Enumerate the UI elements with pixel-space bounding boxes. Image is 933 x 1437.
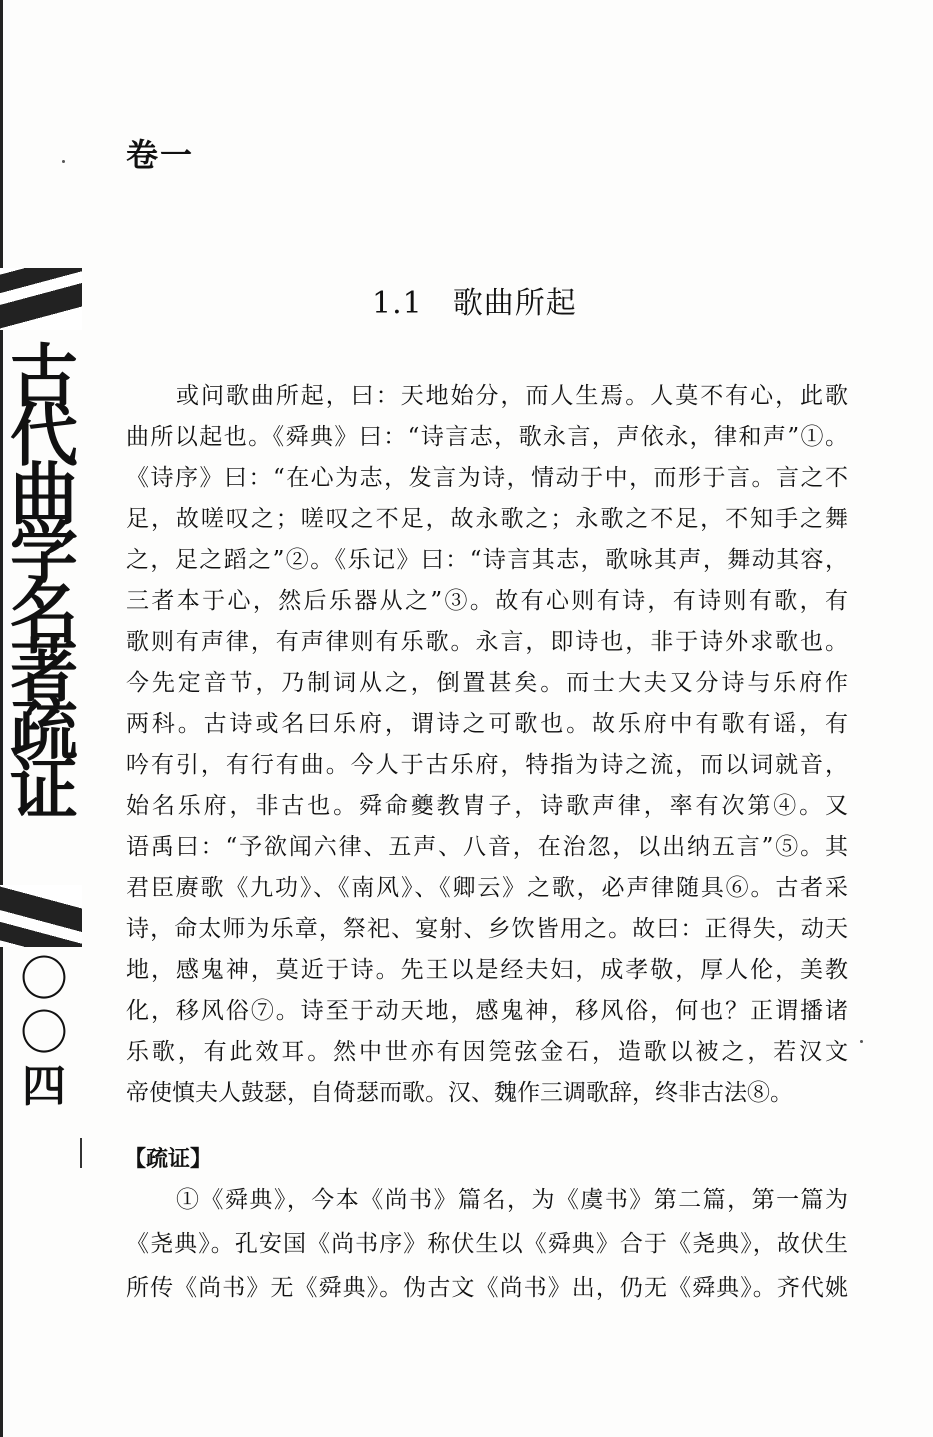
commentary-line: 所传《尚书》无《舜典》。伪古文《尚书》出，仍无《舜典》。齐代姚 [126,1275,848,1301]
section-number: 1.1 [372,286,423,321]
page-number-char: 四 [22,1061,66,1112]
text-line: 两科。古诗或名曰乐府，谓诗之可歌也。故乐府中有歌有谣，有 [126,711,848,737]
page-number-vertical [4,952,84,1114]
text-line: 曲所以起也。《舜典》曰：“诗言志，歌永言，声依永，律和声”①。 [126,424,848,450]
text-line: 或问歌曲所起，曰：天地始分，而人生焉。人莫不有心，此歌 [176,383,848,409]
page-number-char: 〇 [19,1005,68,1061]
text-line: 君臣赓歌《九功》、《南风》、《卿云》之歌，必声律随具⑥。古者采 [126,875,848,901]
scan-speck [860,1040,863,1043]
commentary-line: ①《舜典》，今本《尚书》篇名，为《虞书》第二篇，第一篇为 [176,1187,848,1213]
section-title: 歌曲所起 [452,286,577,321]
text-line: 语禹曰：“予欲闻六律、五声、八音，在治忽，以出纳五言”⑤。其 [126,834,848,860]
text-line: 吟有引，有行有曲。今人于古乐府，特指为诗之流，而以词就音， [126,752,848,778]
book-title-char: 学 [9,515,78,594]
text-line: 之，足之蹈之”②。《乐记》曰：“诗言其志，歌咏其声，舞动其容， [126,547,848,573]
scan-speck [62,160,65,163]
text-line: 帝使慎夫人鼓瑟，自倚瑟而歌。汉、魏作三调歌辞，终非古法⑧。 [126,1080,793,1106]
margin-rule [80,1138,82,1168]
text-line: 始名乐府，非古也。舜命夔教胄子，诗歌声律，率有次第④。又 [126,793,848,819]
book-title-char: 古 [9,338,78,417]
text-line: 足，故嗟叹之；嗟叹之不足，故永歌之；永歌之不足，不知手之舞 [126,506,848,532]
text-line: 歌则有声律，有声律则有乐歌。永言，即诗也，非于诗外求歌也。 [126,629,848,655]
text-line: 三者本于心，然后乐器从之”③。故有心则有诗，有诗则有歌，有 [126,588,848,614]
text-line: 《诗序》曰：“在心为志，发言为诗，情动于中，而形于言。言之不 [126,465,848,491]
text-line: 乐歌，有此效耳。然中世亦有因筦弦金石，造歌以被之，若汉文 [126,1039,848,1065]
page-number-char: 〇 [19,951,68,1007]
commentary-text [126,1178,848,1310]
text-line: 地，感鬼神，莫近于诗。先王以是经夫妇，成孝敬，厚人伦，美教 [126,957,848,983]
book-title-char: 疏 [9,692,78,771]
text-line: 化，移风俗⑦。诗至于动天地，感鬼神，移风俗，何也？正谓播诸 [126,998,848,1024]
book-title-char: 著 [9,633,78,712]
text-line: 今先定音节，乃制词从之，倒置甚矣。而士大夫又分诗与乐府作 [126,670,848,696]
spine-decoration-bottom [0,885,82,947]
book-title-char: 曲 [9,456,78,535]
book-title-char: 代 [9,397,78,476]
section-heading [372,278,577,322]
volume-title: 卷一 [126,136,195,174]
spine-decoration-top [0,268,82,330]
text-line: 诗，命太师为乐章，祭祀、宴射、乡饮皆用之。故曰：正得失，动天 [126,916,848,942]
commentary-heading: 【疏证】 [124,1147,213,1172]
main-text [126,376,848,1114]
book-title-vertical [4,338,84,830]
book-title-char: 名 [9,574,78,653]
book-title-char: 证 [9,751,78,830]
commentary-line: 《尧典》。孔安国《尚书序》称伏生以《舜典》合于《尧典》，故伏生 [126,1231,848,1257]
